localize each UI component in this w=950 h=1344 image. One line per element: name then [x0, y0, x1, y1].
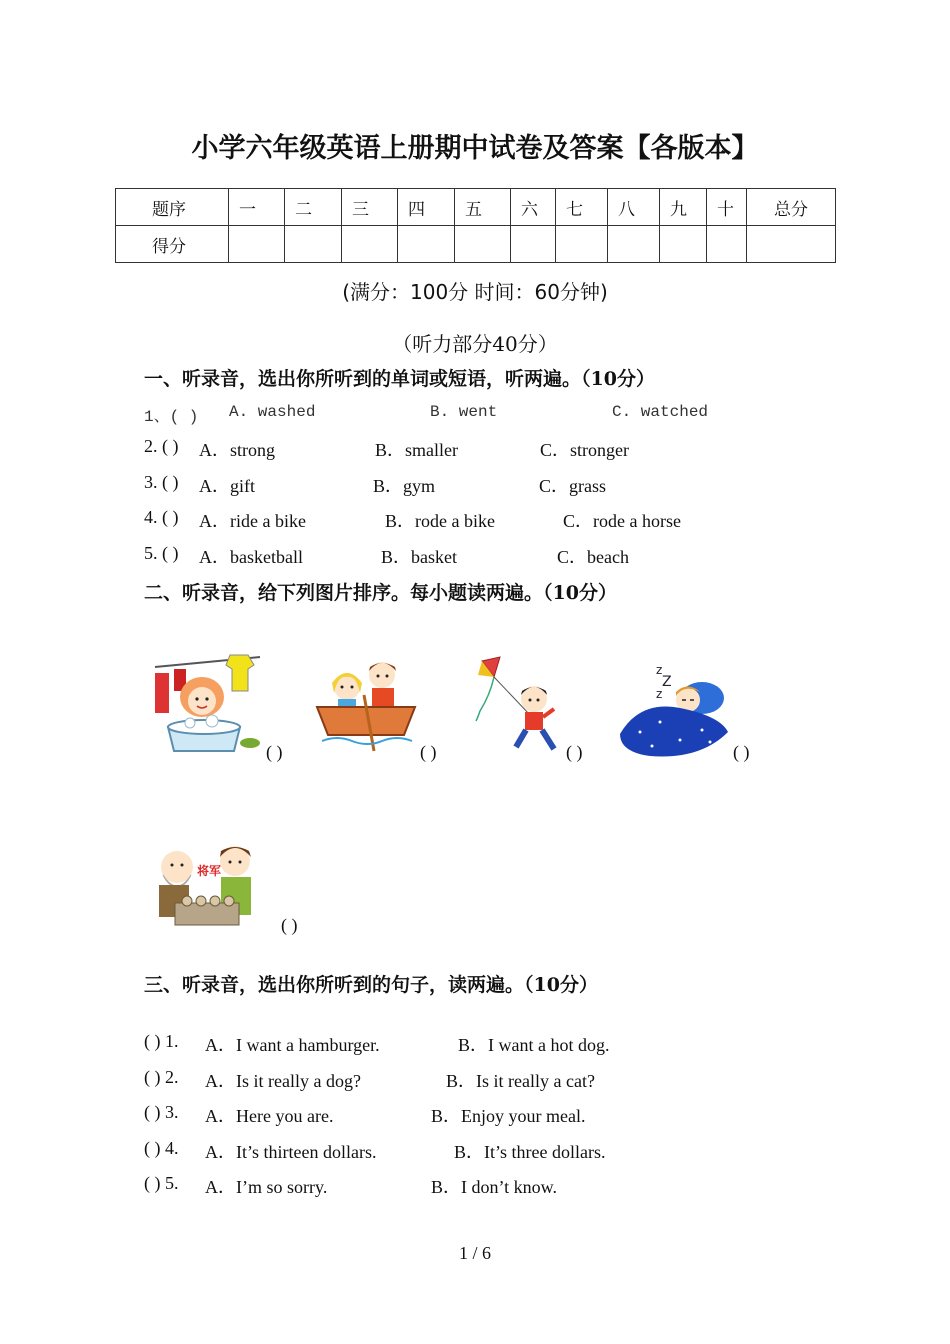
- score-header-cell: 题序: [116, 189, 229, 226]
- score-header-cell: 总分: [747, 189, 836, 226]
- q5-number: 5. ( ): [144, 543, 179, 563]
- playing-chess-picture: [145, 835, 267, 930]
- s3-q4-option-b[interactable]: B．It’s three dollars.: [454, 1142, 606, 1162]
- score-cell[interactable]: [398, 226, 455, 263]
- score-table: [115, 188, 836, 263]
- score-header-cell: 五: [455, 189, 511, 226]
- section2-heading: 二、听录音，给下列图片排序。每小题读两遍。（10分）: [144, 582, 617, 604]
- q1-number: 1、( ): [144, 408, 199, 426]
- section1-heading: 一、听录音，选出你所听到的单词或短语，听两遍。（10分）: [144, 368, 655, 390]
- score-header-cell: 十: [707, 189, 747, 226]
- order-blank-3[interactable]: ( ): [566, 742, 583, 762]
- order-blank-1[interactable]: ( ): [266, 742, 283, 762]
- score-cell[interactable]: [455, 226, 511, 263]
- score-header-cell: 三: [342, 189, 398, 226]
- score-cell[interactable]: [556, 226, 608, 263]
- q3-number: 3. ( ): [144, 472, 179, 492]
- s3-q5-number: ( ) 5.: [144, 1173, 179, 1193]
- q1-option-a[interactable]: A. washed: [229, 403, 316, 421]
- score-header-cell: 八: [608, 189, 660, 226]
- q5-option-b[interactable]: B．basket: [381, 547, 457, 567]
- score-header-cell: 九: [660, 189, 707, 226]
- s3-q1-option-a[interactable]: A．I want a hamburger.: [205, 1035, 380, 1055]
- q4-option-a[interactable]: A．ride a bike: [199, 511, 306, 531]
- s3-q5-option-b[interactable]: B．I don’t know.: [431, 1177, 557, 1197]
- page-number: 1 / 6: [458, 1243, 491, 1263]
- score-header-cell: 六: [511, 189, 556, 226]
- score-cell[interactable]: [608, 226, 660, 263]
- q3-option-c[interactable]: C．grass: [539, 476, 606, 496]
- sleeping-picture: [610, 660, 732, 760]
- listening-part-title: （听力部分40分）: [392, 332, 558, 356]
- score-cell[interactable]: [285, 226, 342, 263]
- s3-q1-number: ( ) 1.: [144, 1031, 179, 1051]
- score-row-label: 得分: [116, 226, 229, 263]
- score-table-score-row: [116, 226, 836, 263]
- flying-kite-picture: [470, 655, 562, 755]
- q2-number: 2. ( ): [144, 436, 179, 456]
- s3-q2-number: ( ) 2.: [144, 1067, 179, 1087]
- q3-option-b[interactable]: B．gym: [373, 476, 436, 496]
- s3-q2-option-a[interactable]: A．Is it really a dog?: [205, 1071, 361, 1091]
- section3-heading: 三、听录音，选出你所听到的句子，读两遍。（10分）: [144, 974, 598, 996]
- score-table-header-row: [116, 189, 836, 226]
- s3-q3-number: ( ) 3.: [144, 1102, 179, 1122]
- s3-q4-option-a[interactable]: A．It’s thirteen dollars.: [205, 1142, 377, 1162]
- s3-q3-option-b[interactable]: B．Enjoy your meal.: [431, 1106, 586, 1126]
- washing-clothes-picture: [150, 645, 265, 755]
- q2-option-a[interactable]: A．strong: [199, 440, 275, 460]
- rowing-boat-picture: [312, 655, 420, 755]
- s3-q2-option-b[interactable]: B．Is it really a cat?: [446, 1071, 595, 1091]
- score-cell[interactable]: [342, 226, 398, 263]
- svg-text:z: z: [656, 663, 663, 677]
- svg-text:z: z: [656, 687, 663, 701]
- q4-option-b[interactable]: B．rode a bike: [385, 511, 495, 531]
- q2-option-c[interactable]: C．stronger: [540, 440, 629, 460]
- order-blank-2[interactable]: ( ): [420, 742, 437, 762]
- score-cell[interactable]: [229, 226, 285, 263]
- score-header-cell: 二: [285, 189, 342, 226]
- s3-q4-number: ( ) 4.: [144, 1138, 179, 1158]
- score-header-cell: 一: [229, 189, 285, 226]
- score-header-cell: 七: [556, 189, 608, 226]
- q1-option-c[interactable]: C. watched: [612, 403, 709, 421]
- q5-option-a[interactable]: A．basketball: [199, 547, 303, 567]
- svg-text:Z: Z: [662, 674, 672, 690]
- q4-number: 4. ( ): [144, 507, 179, 527]
- chess-speech-label: 将军: [197, 864, 222, 878]
- order-blank-4[interactable]: ( ): [733, 742, 750, 762]
- q4-option-c[interactable]: C．rode a horse: [563, 511, 681, 531]
- q2-option-b[interactable]: B．smaller: [375, 440, 458, 460]
- order-blank-5[interactable]: ( ): [281, 915, 298, 935]
- s3-q1-option-b[interactable]: B．I want a hot dog.: [458, 1035, 610, 1055]
- score-cell[interactable]: [707, 226, 747, 263]
- page-title: 小学六年级英语上册期中试卷及答案【各版本】: [191, 133, 759, 164]
- score-cell[interactable]: [511, 226, 556, 263]
- q5-option-c[interactable]: C．beach: [557, 547, 629, 567]
- q3-option-a[interactable]: A．gift: [199, 476, 255, 496]
- s3-q3-option-a[interactable]: A．Here you are.: [205, 1106, 334, 1126]
- exam-subtitle: (满分：100分 时间：60分钟): [342, 280, 608, 304]
- score-cell[interactable]: [660, 226, 707, 263]
- score-header-cell: 四: [398, 189, 455, 226]
- s3-q5-option-a[interactable]: A．I’m so sorry.: [205, 1177, 328, 1197]
- q1-option-b[interactable]: B. went: [430, 403, 498, 421]
- score-cell[interactable]: [747, 226, 836, 263]
